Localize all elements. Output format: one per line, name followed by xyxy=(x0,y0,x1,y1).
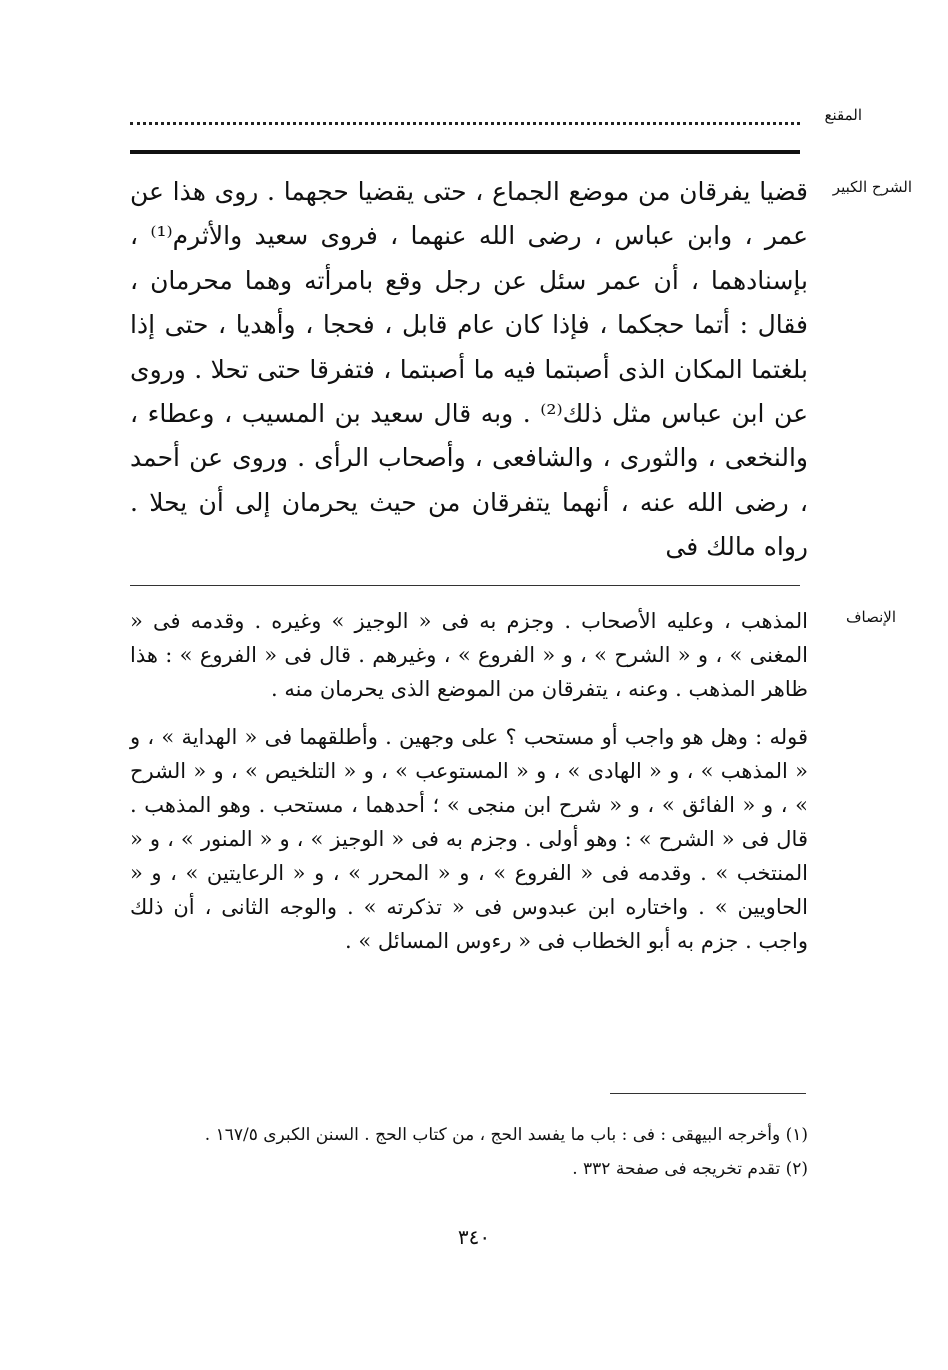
dotted-divider xyxy=(130,122,800,125)
footnotes xyxy=(130,1118,808,1186)
sharh-section-label: الشرح الكبير xyxy=(832,178,912,196)
insaf-paragraph-2: قوله : وهل هو واجب أو مستحب ؟ على وجهين . وأطلقهما فى « الهداية » ، و « المذهب » ، و « الهادى » ، و « المستوعب » ، و « التلخيص » ، و « الشرح » ، و « الفائق » ، و « شرح ابن منجى » ؛ أحدهما ، مستحب . وهو المذهب . قال فى « الشرح » : وهو أولى . وجزم به فى « الوجيز » ، و « المنور » ، و « المنتخب » . وقدمه فى « الفروع » ، و « المحرر » ، و « الرعايتين » ، و « الحاويين » . واختاره ابن عبدوس فى « تذكرته » . والوجه الثانى ، أن ذلك واجب . جزم به أبو الخطاب فى « رءوس المسائل » . xyxy=(130,725,808,953)
footnote-2: (٢) تقدم تخريجه فى صفحة ٣٣٢ . xyxy=(572,1159,808,1179)
insaf-text-block xyxy=(130,604,808,958)
top-rule-divider xyxy=(130,150,800,154)
footnote-1: (١) وأخرجه البيهقى : فى : باب ما يفسد الحج ، من كتاب الحج . السنن الكبرى ١٦٧/٥ . xyxy=(204,1125,808,1145)
section-divider xyxy=(130,585,800,586)
footnote-divider xyxy=(610,1093,806,1094)
insaf-paragraph-1: المذهب ، وعليه الأصحاب . وجزم به فى « الوجيز » وغيره . وقدمه فى « المغنى » ، و « الشرح » ، و « الفروع » ، وغيرهم . قال فى « الفروع » : هذا ظاهر المذهب . وعنه ، يتفرقان من الموضع الذى يحرمان منه . xyxy=(130,609,808,701)
sharh-text-block xyxy=(130,170,808,570)
sharh-paragraph: قضيا يفرقان من موضع الجماع ، حتى يقضيا حجهما . روى هذا عن عمر ، وابن عباس ، رضى الله عنهما ، فروى سعيد والأثرم⁽¹⁾ ، بإسنادهما ، أن عمر سئل عن رجل وقع بامرأته وهما محرمان ، فقال : أتما حجكما ، فإذا كان عام قابل ، فحجا ، وأهديا ، حتى إذا بلغتما المكان الذى أصبتما فيه ما أصبتما ، فتفرقا حتى تحلا . وروى عن ابن عباس مثل ذلك⁽²⁾ . وبه قال سعيد بن المسيب ، وعطاء ، والنخعى ، والثورى ، والشافعى ، وأصحاب الرأى . وروى عن أحمد ، رضى الله عنه ، أنهما يتفرقان من حيث يحرمان إلى أن يحلا . رواه مالك فى xyxy=(130,177,809,562)
book-title-header: المقنع xyxy=(824,106,862,124)
insaf-section-label: الإنصاف xyxy=(845,608,896,626)
page-number: ٣٤٠ xyxy=(457,1225,491,1249)
